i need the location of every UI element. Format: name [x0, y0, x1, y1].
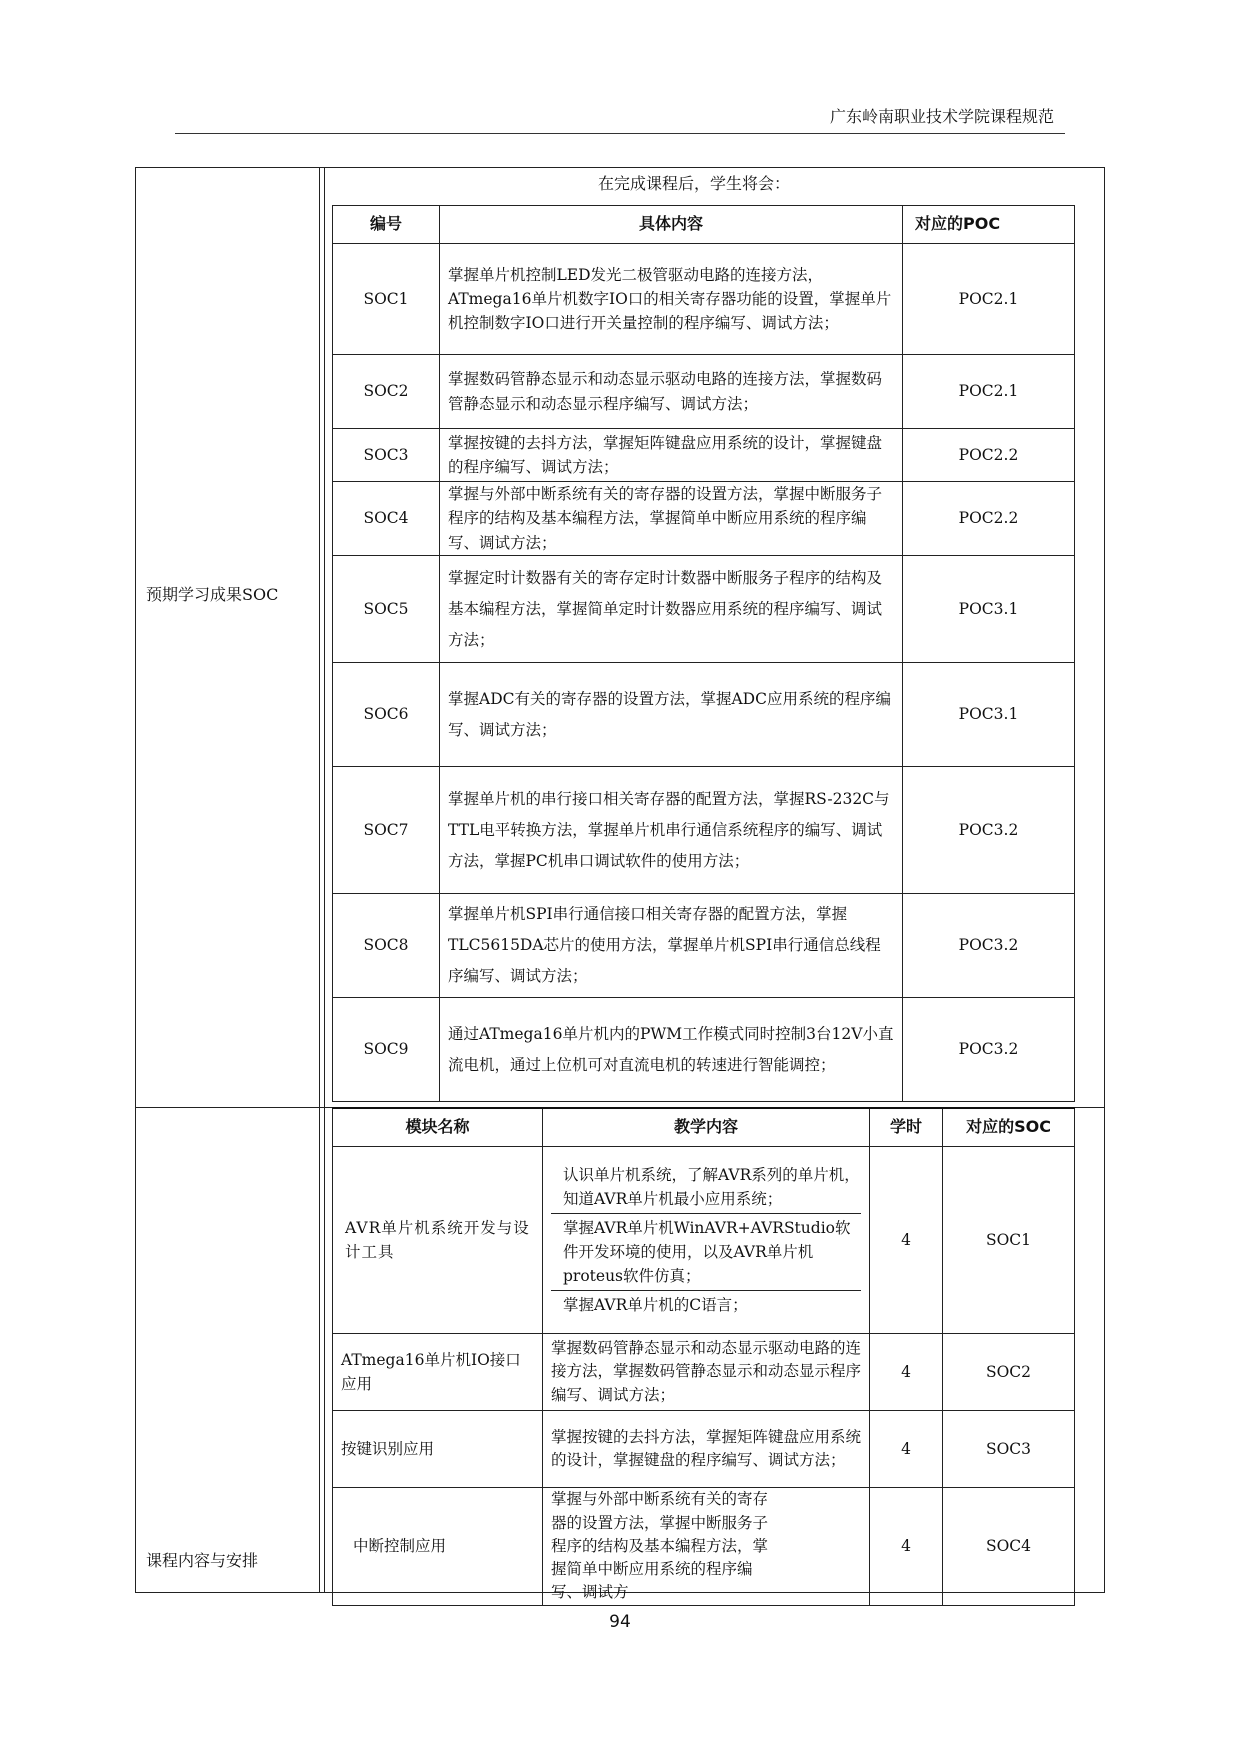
soc-content: 掌握单片机SPI串行通信接口相关寄存器的配置方法，掌握TLC5615DA芯片的使用方法，掌握单片机SPI串行通信总线程序编写、调试方法； [440, 894, 903, 998]
table-row [333, 355, 1075, 429]
hours-value: 4 [870, 1334, 943, 1411]
poc-code: POC2.1 [903, 244, 1075, 355]
soc-code: SOC7 [333, 767, 440, 894]
soc-code: SOC2 [333, 355, 440, 429]
soc-content: 掌握单片机的串行接口相关寄存器的配置方法，掌握RS-232C与TTL电平转换方法，掌握单片机串行通信系统程序的编写、调试方法，掌握PC机串口调试软件的使用方法； [440, 767, 903, 894]
table-row [333, 1147, 1075, 1334]
teaching-content-item: 掌握按键的去抖方法，掌握矩阵键盘应用系统的设计，掌握键盘的程序编写、调试方法； [543, 1411, 870, 1488]
teaching-content-item: 认识单片机系统，了解AVR系列的单片机，知道AVR单片机最小应用系统； [551, 1161, 861, 1214]
module-name: 中断控制应用 [333, 1488, 543, 1606]
table-row [333, 1334, 1075, 1411]
poc-code: POC2.2 [903, 482, 1075, 556]
soc-value: SOC2 [943, 1334, 1075, 1411]
hours-value: 4 [870, 1147, 943, 1334]
soc-code: SOC9 [333, 998, 440, 1102]
soc-content: 掌握按键的去抖方法，掌握矩阵键盘应用系统的设计，掌握键盘的程序编写、调试方法； [440, 429, 903, 482]
soc-code: SOC3 [333, 429, 440, 482]
soc-content: 通过ATmega16单片机内的PWM工作模式同时控制3台12V小直流电机，通过上位机可对直流电机的转速进行智能调控； [440, 998, 903, 1102]
section-label-content: 课程内容与安排 [146, 1551, 259, 1570]
intro-text: 在完成课程后，学生将会： [598, 174, 791, 193]
outer-column-divider-right [324, 167, 325, 1593]
soc-code: SOC6 [333, 663, 440, 767]
column-header-soc: 对应的SOC [943, 1108, 1075, 1147]
poc-code: POC3.2 [903, 894, 1075, 998]
module-name: AVR单片机系统开发与设计工具 [333, 1147, 543, 1334]
table-row [333, 556, 1075, 663]
table-row [333, 663, 1075, 767]
table-row [333, 482, 1075, 556]
teaching-content-item: 掌握AVR单片机的C语言； [563, 1296, 748, 1315]
soc-code: SOC4 [333, 482, 440, 556]
column-header-content: 具体内容 [440, 206, 903, 244]
content-table-header-row [333, 1108, 1075, 1147]
poc-code: POC3.2 [903, 767, 1075, 894]
soc-table [332, 205, 1075, 1102]
soc-content: 掌握与外部中断系统有关的寄存器的设置方法，掌握中断服务子程序的结构及基本编程方法，掌握简单中断应用系统的程序编写、调试方法； [440, 482, 903, 556]
soc-content: 掌握单片机控制LED发光二极管驱动电路的连接方法，ATmega16单片机数字IO口的相关寄存器功能的设置，掌握单片机控制数字IO口进行开关量控制的程序编写、调试方法； [440, 244, 903, 355]
poc-code: POC3.1 [903, 556, 1075, 663]
module-name: ATmega16单片机IO接口应用 [333, 1334, 543, 1411]
poc-code: POC2.1 [903, 355, 1075, 429]
table-row [333, 429, 1075, 482]
content-table [332, 1107, 1075, 1606]
teaching-content-item: 掌握AVR单片机WinAVR+AVRStudio软件开发环境的使用，以及AVR单片机proteus软件仿真； [551, 1214, 861, 1291]
soc-value: SOC4 [943, 1488, 1075, 1606]
table-row [333, 894, 1075, 998]
teaching-content-cell [543, 1147, 870, 1334]
soc-content: 掌握定时计数器有关的寄存定时计数器中断服务子程序的结构及基本编程方法，掌握简单定时计数器应用系统的程序编写、调试方法； [440, 556, 903, 663]
soc-code: SOC5 [333, 556, 440, 663]
table-row [333, 998, 1075, 1102]
outer-column-divider-left [319, 167, 320, 1593]
hours-value: 4 [870, 1411, 943, 1488]
soc-code: SOC1 [333, 244, 440, 355]
soc-value: SOC1 [943, 1147, 1075, 1334]
teaching-content-item: 掌握数码管静态显示和动态显示驱动电路的连接方法，掌握数码管静态显示和动态显示程序编写、调试方法； [543, 1334, 870, 1411]
table-row [333, 767, 1075, 894]
soc-code: SOC8 [333, 894, 440, 998]
column-header-hours: 学时 [870, 1108, 943, 1147]
table-row [333, 244, 1075, 355]
table-row [333, 1488, 1075, 1606]
column-header-module: 模块名称 [333, 1108, 543, 1147]
column-header-poc: 对应的POC [903, 206, 1075, 244]
page-number: 94 [609, 1612, 631, 1632]
soc-content: 掌握ADC有关的寄存器的设置方法，掌握ADC应用系统的程序编写、调试方法； [440, 663, 903, 767]
soc-value: SOC3 [943, 1411, 1075, 1488]
column-header-code: 编号 [333, 206, 440, 244]
hours-value: 4 [870, 1488, 943, 1606]
soc-table-header-row [333, 206, 1075, 244]
poc-code: POC3.2 [903, 998, 1075, 1102]
poc-code: POC2.2 [903, 429, 1075, 482]
module-name: 按键识别应用 [333, 1411, 543, 1488]
soc-content: 掌握数码管静态显示和动态显示驱动电路的连接方法，掌握数码管静态显示和动态显示程序编写、调试方法； [440, 355, 903, 429]
section-label-soc: 预期学习成果SOC [146, 585, 279, 604]
header-rule [175, 133, 1065, 134]
column-header-teaching-content: 教学内容 [543, 1108, 870, 1147]
header-title: 广东岭南职业技术学院课程规范 [829, 107, 1054, 126]
teaching-content-item: 掌握与外部中断系统有关的寄存器的设置方法，掌握中断服务子程序的结构及基本编程方法，掌握简单中断应用系统的程序编写、调试方 [543, 1488, 870, 1606]
poc-code: POC3.1 [903, 663, 1075, 767]
table-row [333, 1411, 1075, 1488]
